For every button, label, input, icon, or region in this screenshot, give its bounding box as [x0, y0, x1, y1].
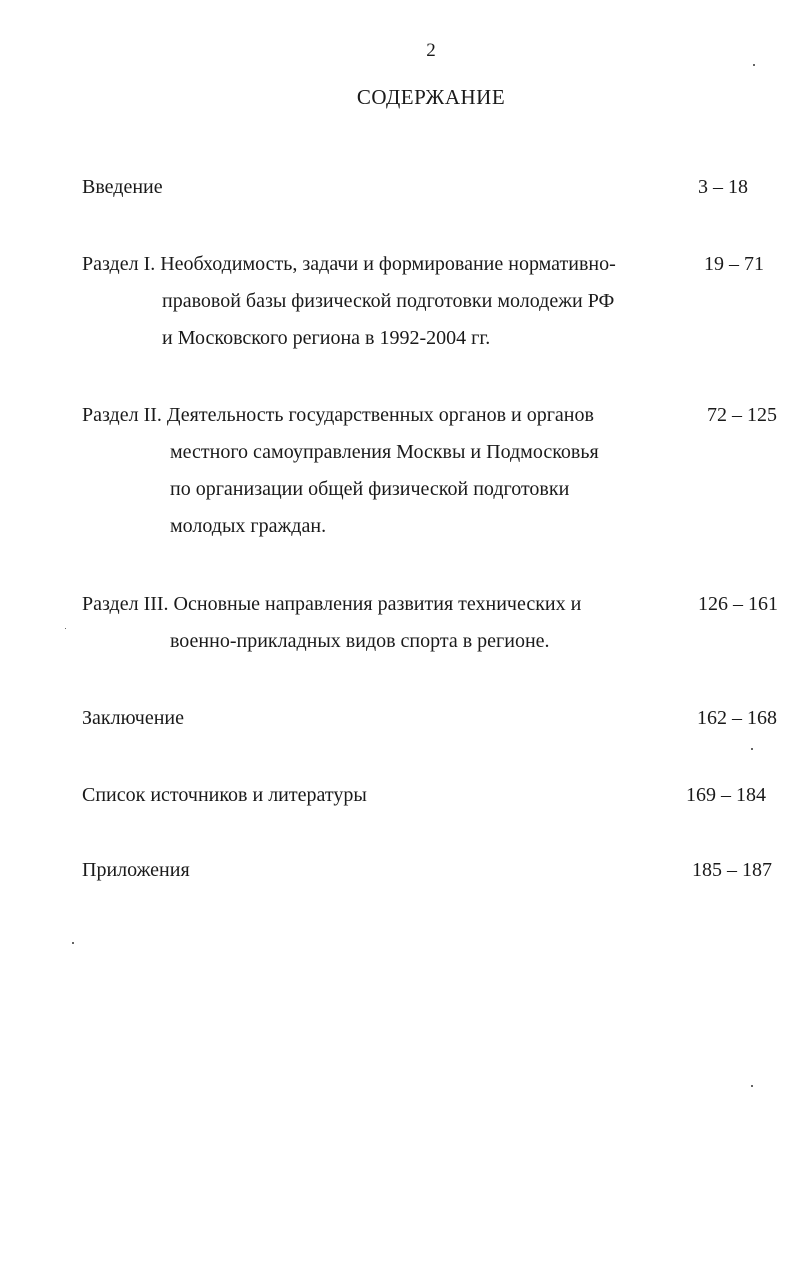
scan-speck [751, 748, 753, 750]
toc-entry-introduction[interactable] [82, 169, 163, 206]
toc-page-range: 162 – 168 [697, 707, 777, 729]
scan-speck [72, 942, 74, 944]
toc-page-range: 3 – 18 [698, 176, 748, 198]
toc-entry-title: Список источников и литературы [82, 784, 367, 806]
toc-entry-title: Раздел III. Основные направления развития технических и [82, 593, 582, 615]
toc-entry-section-2[interactable] [82, 397, 599, 545]
toc-entry-continuation: военно-прикладных видов спорта в регионе. [170, 630, 550, 652]
toc-page-range: 72 – 125 [707, 404, 777, 426]
toc-entry-section-3[interactable] [82, 586, 581, 660]
scan-speck [753, 64, 755, 66]
toc-entry-continuation: правовой базы физической подготовки молодежи РФ [162, 290, 615, 312]
toc-entry-continuation: местного самоуправления Москвы и Подмосковья [170, 441, 599, 463]
toc-page-range: 19 – 71 [704, 253, 764, 275]
toc-entry-appendices[interactable] [82, 852, 190, 889]
toc-entry-section-1[interactable] [82, 246, 616, 357]
toc-entry-continuation: и Московского региона в 1992-2004 гг. [162, 327, 491, 349]
toc-page-range: 169 – 184 [686, 784, 766, 806]
scan-speck [65, 628, 66, 629]
toc-entry-continuation: по организации общей физической подготовки [170, 478, 570, 500]
page-title: СОДЕРЖАНИЕ [356, 85, 506, 109]
page-number: 2 [426, 40, 436, 61]
toc-page-range: 185 – 187 [692, 859, 772, 881]
toc-entry-continuation: молодых граждан. [170, 515, 327, 537]
toc-entry-title: Введение [82, 176, 163, 198]
toc-entry-title: Раздел II. Деятельность государственных органов и органов [82, 404, 594, 426]
scan-speck [751, 1085, 753, 1087]
toc-entry-title: Заключение [82, 707, 184, 729]
toc-entry-title: Раздел I. Необходимость, задачи и формирование нормативно- [82, 253, 616, 275]
toc-entry-bibliography[interactable] [82, 777, 367, 814]
toc-page-range: 126 – 161 [698, 593, 778, 615]
toc-entry-conclusion[interactable] [82, 700, 184, 737]
toc-entry-title: Приложения [82, 859, 190, 881]
